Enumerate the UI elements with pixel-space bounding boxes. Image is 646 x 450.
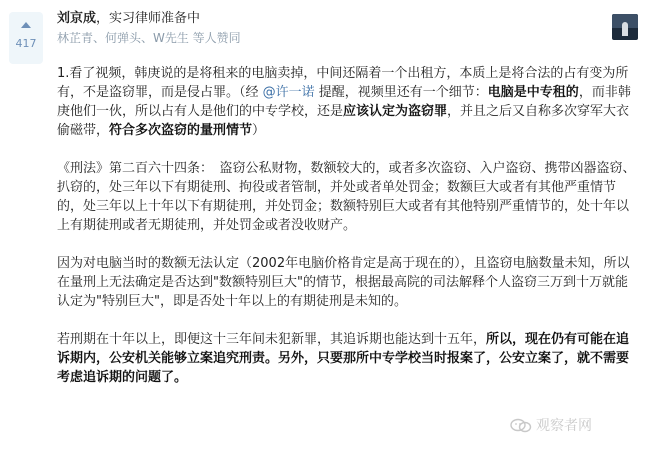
emphasis-text: 符合多次盗窃的量刑情节 [109,123,253,138]
answer-text: 1.看了视频，韩庚说的是将租来的电脑卖掉，中间还隔着一个出租方，本质上是将合法的占有变为所有，不是盗窃罪，而是侵占罪。（经 [57,66,629,100]
author-bio: ，实习律师准备中 [96,11,201,26]
answer-paragraph-1 [57,64,639,140]
watermark [510,415,592,435]
upvote-button[interactable] [9,12,43,64]
emphasis-text: 应该认定为盗窃罪 [343,104,448,119]
emphasis-text: 电脑是中专租的 [487,85,579,100]
avatar[interactable] [612,14,638,40]
answer-paragraph-2: 《刑法》第二百六十四条： 盗窃公私财物，数额较大的，或者多次盗窃、入户盗窃、携带凶器盗窃、扒窃的，处三年以下有期徒刑、拘役或者管制，并处或者单处罚金；数额巨大或者有其他严重情节的，处三年以上十年以下有期徒刑，并处罚金；数额特别巨大或者有其他特别严重情节的，处十年以上有期徒刑或者无期徒刑，并处罚金或者没收财产。 [57,161,636,233]
user-mention-link[interactable]: @许一诺 [262,85,315,100]
author-name[interactable]: 刘京成 [57,11,97,26]
upvote-arrow-icon [21,22,31,28]
answer-text: ，并且之后又自称多次穿军大衣偷磁带， [57,104,630,138]
vote-count: 417 [15,37,37,50]
watermark-logo-icon [510,417,532,433]
voters-list[interactable]: 林芷青、何弹头、W先生 等人赞同 [57,31,241,45]
answer-paragraph-4 [57,330,639,387]
answer-text: ） [252,123,266,138]
answer-text: ，而非韩庚他们一伙，所以占有人是他们的中专学校，还是 [57,85,631,119]
answer-body [57,64,639,406]
watermark-text: 观察者网 [536,418,592,434]
answer-paragraph-3: 因为对电脑当时的数额无法认定（2002年电脑价格肯定是高于现在的），且盗窃电脑数量未知，所以在量刑上无法确定是否达到"数额特别巨大"的情节，根据最高院的司法解释个人盗窃三万到十万就能认定为"特别巨大"，即是否处十年以上的有期徒刑是未知的。 [57,256,630,309]
answer-author [57,11,200,27]
answer-text: 若刑期在十年以上，即便这十三年间未犯新罪，其追诉期也能达到十五年， [57,332,487,347]
answer-text: 提醒，视频里还有一个细节： [314,85,488,100]
emphasis-text: 所以，现在仍有可能在追诉期内，公安机关能够立案追究刑责。另外，只要那所中专学校当时报案了，公安立案了，就不需要考虑追诉期的问题了。 [57,332,630,385]
